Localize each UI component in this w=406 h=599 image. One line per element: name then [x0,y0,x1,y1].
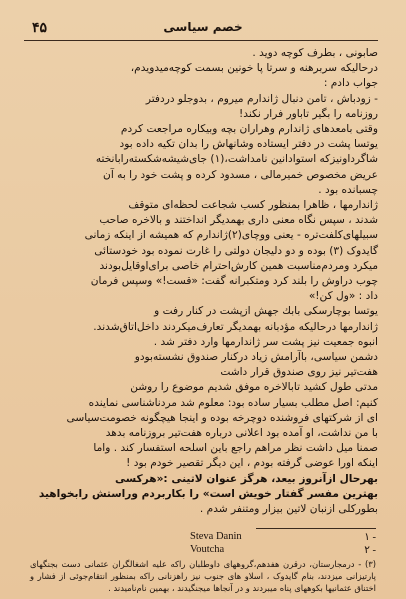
text-line: سبیلهای‌کلفت‌تره - یعنی ووچای(۲)ژاندارم که همیشه از اینکه زمانی [84,229,378,242]
text-line: روزنامه را بگیر تاباور فرار نکند! [239,107,378,120]
text-line: دشمن سیاسی، باآرامش زیاد درکنار صندوق نشسته‌بودو [134,351,378,364]
footnote-name: Voutcha [190,544,225,555]
page-header [20,20,386,38]
footnote-1 [40,531,376,545]
text-line: کنیم: اصل مطلب بسیار ساده بود: معلوم شد مردناشناسی نماینده [88,396,378,409]
text-line: ژاندارمها ، ظاهرا بمنظور کسب شجاعت لحظه‌ای متوقف [128,199,378,212]
text-line: انبوه جمعیت نیز پشت سر ژاندارمها وارد دفتر شد . [153,335,378,348]
footnote-3: (۳) - درمجارستان، درقرن هفدهم،گروههای داوطلبان راکه علیه اشغالگران عثمانی دست بجنگهای پارتیزانی میزدند، بنام گایدوک ، اسلاو های جنوب نیز راهزنانی راکه بمنظور انتقام‌جوئی از فشار و اختناق عثمانیها بکوههای پناه میبردند و در آنجاها میجنگیدند ، بهمین نام‌نامیدند . [30,559,376,593]
text-line: چسبانده بود . [318,183,378,196]
running-title: خصم سیاسی [163,20,243,34]
text-line: یوتسا بوچارسکی بابك جهش ازپشت در کنار رفت و [154,305,378,318]
footnote-2 [40,544,376,558]
text-line: یوتسا پشت در دفتر ایستاده وشانهاش را بدان تکیه داده بود [119,138,378,151]
text-line: گایدوک (۳) بوده و دو دلیجان دولتی را غارت نموده بود خودستائی [94,244,378,257]
text-line-bold: بهترین مفسر گفتار خویش است» را بکاربردم وراستش رابخواهید [38,487,378,500]
text-line: وقتی بامعدهای ژاندارم وهراران بچه وبیکاره مراجعت کردم [120,123,378,136]
text-line: عریض مخصوص خمیرمالی ، مسدود کرده و پشت خود را به آن [103,168,378,181]
text-line: درحالیکه سربرهنه و سرتا پا خونین بسمت کوچه‌میدویدم، [130,62,378,75]
text-line: هفت‌تیر نیز روی صندوق قرار داشت [220,366,378,379]
footnote-number: ۱ - [364,532,376,543]
page-number: ۴۵ [32,20,48,36]
footnote-name: Steva Danin [190,531,242,542]
text-line-bold: بهرحال ازآنروز بیعد، هرگز عنوان لاتینی :«هرکسی [114,472,378,485]
text-line: - زودباش ، تامن دنبال ژاندارم میروم ، بدوجلو دردفتر [145,92,378,105]
text-line: اینکه اورا عوضی گرفته بودم ، این دیگر تقصیر خودم بود ! [126,457,378,470]
text-line: مدتی طول کشید تابالاخره موفق شدیم موضوع را روشن [130,381,378,394]
text-line: ای از شرکتهای فروشنده دوچرخه بوده و اینجا هیچگونه خصومت‌سیاسی [66,411,378,424]
text-line: شدند ، سپس نگاه معنی داری بهمدیگر انداختند و بالاخره صاحب [99,214,378,227]
text-line: صمنا میل داشت نظر مراهم راجع باین اسلحه استفسار کند . واما [93,442,378,455]
text-line: شاگرداونیزکه استوادانین نامداشت،(۱) جای‌شیشه‌شکسته‌رابانخته [95,153,378,166]
body-text [32,46,378,517]
text-line: صابونی ، بطرف کوچه دوید . [252,47,378,59]
text-line: جواب دادم : [323,77,378,90]
text-line: ژاندارمها درحالیکه مؤدبانه بهمدیگر تعارف‌میکردند داخل‌اتاق‌شدند. [93,320,378,333]
text-line: میکرد ومردم‌مناسبت همین کارش‌احترام خاصی برای‌اوقایل‌بودند [99,259,378,272]
text-line: چوب دراوش را بلند کرد ومتکبرانه گفت: «قست!» وسپس فرمان [90,275,378,288]
text-line: بطورکلی ازنبان لاتین بیزار ومتنفر شدم . [199,503,378,516]
text-line: با من نداشت، او آمده بود اعلانی درباره هفت‌تیر بروزنامه بدهد [105,427,378,440]
header-rule [24,40,378,41]
footnote-number: ۲ - [364,545,376,556]
text-line: داد : «ول کن!» [308,290,378,303]
footnote-separator [256,528,376,529]
